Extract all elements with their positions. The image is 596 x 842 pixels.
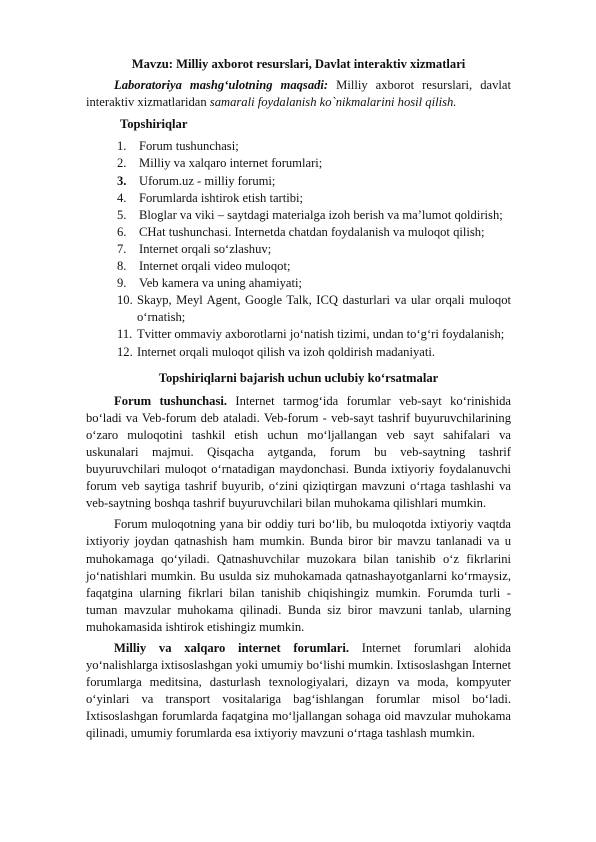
- task-item: [86, 173, 511, 190]
- task-item: [86, 138, 511, 155]
- section-lead: Forum tushunchasi.: [114, 393, 228, 408]
- tasks-list: [86, 138, 511, 360]
- task-item: [86, 224, 511, 241]
- document-title: Mavzu: Milliy axborot resurslari, Davlat interaktiv xizmatlari: [131, 57, 466, 71]
- section-paragraph-forum-details: [86, 516, 511, 636]
- task-item: [86, 155, 511, 172]
- task-item: [86, 241, 511, 258]
- task-item: [86, 258, 511, 275]
- section-paragraph-forum: [86, 393, 511, 513]
- task-text: Forum tushunchasi;: [139, 139, 239, 154]
- task-item: [86, 190, 511, 207]
- task-number: 6.: [117, 224, 127, 239]
- task-text: Veb kamera va uning ahamiyati;: [139, 276, 302, 291]
- task-number: 11.: [117, 327, 133, 342]
- section-paragraph-national-forums: [86, 640, 511, 743]
- task-text: Internet orqali muloqot qilish va izoh qoldirish madaniyati.: [137, 344, 435, 359]
- task-text: Forumlarda ishtirok etish tartibi;: [139, 190, 304, 205]
- task-number: 9.: [117, 276, 127, 291]
- method-heading: Topshiriqlarni bajarish uchun uclubiy ko‘rsatmalar: [158, 370, 439, 385]
- task-text: Uforum.uz - milliy forumi;: [139, 173, 276, 188]
- task-number: 8.: [117, 259, 127, 274]
- task-number: 1.: [117, 139, 127, 154]
- task-number: 4.: [117, 190, 127, 205]
- task-number: 10.: [117, 293, 133, 308]
- task-number: 2.: [117, 156, 127, 171]
- goal-label: Laboratoriya mashg‘ulotning maqsadi:: [114, 78, 329, 93]
- task-text: Skayp, Meyl Agent, Google Talk, ICQ dasturlari va ular orqali muloqot o‘rnatish;: [137, 293, 511, 325]
- task-number: 7.: [117, 241, 127, 256]
- document-page: [86, 56, 511, 743]
- task-number: 12.: [117, 344, 133, 359]
- goal-text: Milliy axborot resurslari, davlat interaktiv xizmatlaridan: [86, 78, 511, 110]
- section-text: Internet tarmog‘ida forumlar veb-sayt ko‘rinishida bo‘ladi va Veb-forum deb ataladi. Veb-forum - veb-sayt tashrif buyuruvchilarining o‘zaro muloqotini tashkil etish uchun mo‘ljallangan veb sayt sahifalari va uskunalari majmui. Qisqacha aytganda, forum bu veb-saytning tashrif buyuruvchilari muloqot o‘rnatadigan maydonchasi. Bunda ixtiyoriy foydalanuvchi forum veb saytiga tashrif buyurib, o‘zini qiziqtirgan mavzuni o‘rtaga tashlashi va veb-saytning boshqa tashrif buyuruvchilari bilan muhokama qilishlari mumkin.: [86, 393, 511, 511]
- task-text: Milliy va xalqaro internet forumlari;: [139, 156, 323, 171]
- task-text: Bloglar va viki – saytdagi materialga izoh berish va ma’lumot qoldirish;: [139, 207, 503, 222]
- task-number: 3.: [117, 173, 127, 188]
- task-number: 5.: [117, 207, 127, 222]
- goal-paragraph: [86, 77, 511, 111]
- section-lead: Milliy va xalqaro internet forumlari.: [114, 641, 350, 655]
- task-item: [86, 207, 511, 224]
- task-text: Internet orqali so‘zlashuv;: [139, 241, 272, 256]
- task-item: [86, 344, 511, 361]
- section-text: Internet forumlari alohida yo‘nalishlarga ixtisoslashgan yoki umumiy bo‘lishi mumkin. Ixtisoslashgan Internet forumlarga meditsina, dasturlash texnologiyalari, dizayn va moda, kompyuter o‘yinlari va transport vositalariga bag‘ishlangan forumlar misol bo‘ladi. Ixtisoslashgan forumlarda faqatgina mo‘ljallangan sohaga oid mavzular muhokama qilinadi, umumiy forumlarda esa ixtiyoriy mavzuni o‘rtaga tashlash mumkin.: [86, 641, 511, 741]
- goal-emphasis: samarali foydalanish ko`nikmalarini hosil qilish.: [209, 95, 457, 110]
- task-text: Tvitter ommaviy axborotlarni jo‘natish tizimi, undan to‘g‘ri foydalanish;: [137, 327, 505, 342]
- task-item: [86, 275, 511, 292]
- task-text: Internet orqali video muloqot;: [139, 259, 291, 274]
- task-item: [86, 326, 511, 343]
- section-text: Forum muloqotning yana bir oddiy turi bo‘lib, bu muloqotda ixtiyoriy vaqtda ixtiyoriy joydan qatnashish ham mumkin. Bunda biror bir mavzu tanlanadi va u muhokamaga qo‘yiladi. Qatnashuvchilar muzokara bilan tanishib o‘z fikrlarini jo‘natishlari mumkin. Bu usulda siz muhokamada qatnashayotganlarni ko‘rmaysiz, faqatgina ularning fikrlari bilan tanishib chiqishingiz mumkin. Forumda turli - tuman mavzular muhokama qilinadi. Bunda siz biror mavzuni tanlab, ularning muhokamasida ishtirok etishingiz mumkin.: [86, 517, 511, 634]
- task-text: CHat tushunchasi. Internetda chatdan foydalanish va muloqot qilish;: [139, 224, 485, 239]
- tasks-heading: Topshiriqlar: [120, 117, 188, 132]
- task-item: [86, 292, 511, 326]
